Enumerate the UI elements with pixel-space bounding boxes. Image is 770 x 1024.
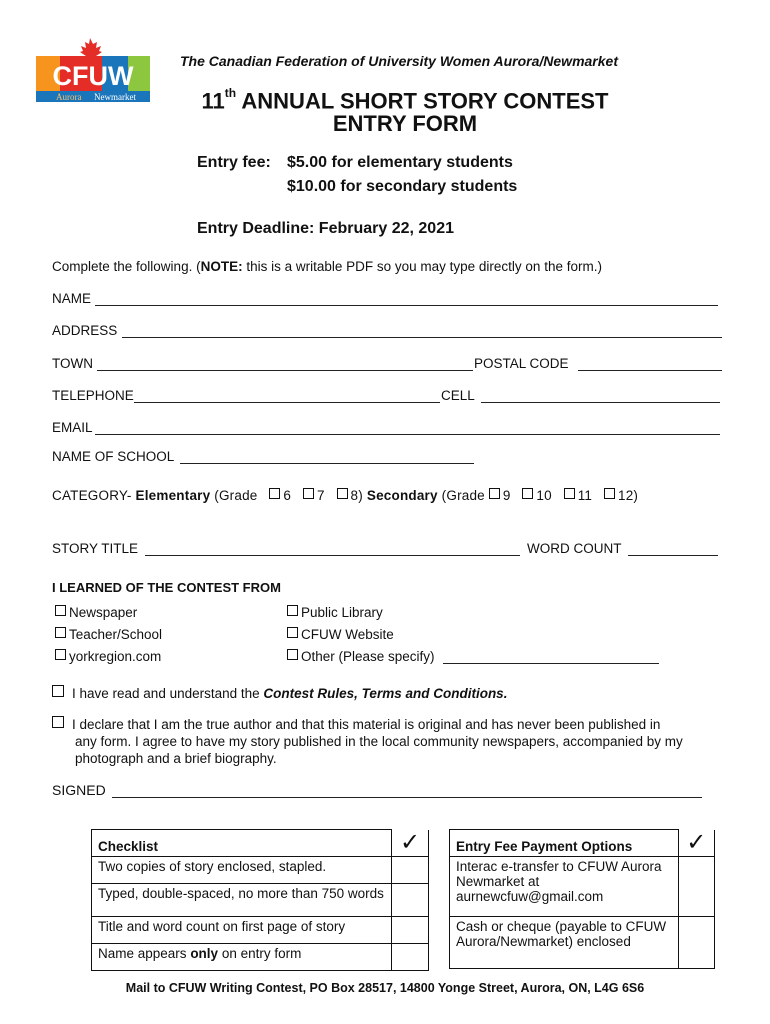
payment-option-cheque: Cash or cheque (payable to CFUW Aurora/Newmarket) enclosed <box>450 916 679 968</box>
payment-box[interactable] <box>678 916 714 968</box>
entry-deadline: Entry Deadline: February 22, 2021 <box>197 220 454 237</box>
telephone-field[interactable] <box>134 402 440 403</box>
cfuw-logo <box>36 36 150 106</box>
instructions: Complete the following. (NOTE: this is a writable PDF so you may type directly on the form.) <box>52 259 602 274</box>
rules-agreement: I have read and understand the Contest Rules, Terms and Conditions. <box>52 685 507 701</box>
source-yorkregion[interactable]: yorkregion.com <box>55 649 161 664</box>
postal-code-field[interactable] <box>578 370 722 371</box>
checklist-box[interactable] <box>392 916 429 943</box>
school-field[interactable] <box>180 463 474 464</box>
newspaper-checkbox[interactable] <box>55 605 66 616</box>
cfuw-logo-graphic <box>36 36 150 106</box>
other-specify-field[interactable] <box>443 663 659 664</box>
checklist-box[interactable] <box>392 943 429 970</box>
payment-option-interac: Interac e-transfer to CFUW Aurora Newmarket at aurnewcfuw@gmail.com <box>450 856 679 916</box>
cell-label: CELL <box>441 388 475 403</box>
signature-field[interactable] <box>112 797 702 798</box>
website-checkbox[interactable] <box>287 627 298 638</box>
grade-7-checkbox[interactable] <box>303 488 314 499</box>
checklist-table <box>91 829 429 971</box>
teacher-checkbox[interactable] <box>55 627 66 638</box>
grade-8-checkbox[interactable] <box>337 488 348 499</box>
email-label: EMAIL <box>52 420 93 435</box>
address-field[interactable] <box>122 337 722 338</box>
entry-fee-label: Entry fee: <box>197 154 271 171</box>
name-label: NAME <box>52 291 92 306</box>
checklist-item: Typed, double-spaced, no more than 750 words <box>92 883 392 916</box>
category-secondary: Secondary <box>366 488 438 503</box>
source-other[interactable]: Other (Please specify) <box>287 649 435 664</box>
checklist-box[interactable] <box>392 856 429 883</box>
source-teacher[interactable]: Teacher/School <box>55 627 162 642</box>
word-count-label: WORD COUNT <box>527 541 622 556</box>
logo-acronym: CFUW <box>52 61 134 91</box>
story-title-field[interactable] <box>145 555 520 556</box>
signed-label: SIGNED <box>52 782 106 798</box>
payment-heading: Entry Fee Payment Options <box>450 830 679 857</box>
name-field[interactable] <box>95 305 718 306</box>
logo-aurora: Aurora <box>56 92 82 102</box>
school-label: NAME OF SCHOOL <box>52 449 175 464</box>
source-newspaper[interactable]: Newspaper <box>55 605 137 620</box>
mailing-address: Mail to CFUW Writing Contest, PO Box 28517, 14800 Yonge Street, Aurora, ON, L4G 6S6 <box>125 981 645 995</box>
grade-6-checkbox[interactable] <box>269 488 280 499</box>
category-row: CATEGORY- Elementary (Grade 6 7 8) Secondary (Grade 9 10 11 12) <box>52 488 639 503</box>
declaration: I declare that I am the true author and that this material is original and has never been published in any form. I agree to have my story published in the local community newspapers, accompanied by my photograph and a brief biography. <box>52 716 732 767</box>
fee-elementary: $5.00 for elementary students <box>287 154 513 171</box>
checklist-box[interactable] <box>392 883 429 916</box>
category-label: CATEGORY- <box>52 488 132 503</box>
checklist-check-icon: ✓ <box>392 830 429 857</box>
grade-10-checkbox[interactable] <box>522 488 533 499</box>
payment-box[interactable] <box>678 856 714 916</box>
org-name: The Canadian Federation of University Women Aurora/Newmarket <box>180 53 618 69</box>
story-title-label: STORY TITLE <box>52 541 139 556</box>
checklist-item: Name appears only on entry form <box>92 943 392 970</box>
library-checkbox[interactable] <box>287 605 298 616</box>
grade-12-checkbox[interactable] <box>604 488 615 499</box>
word-count-field[interactable] <box>628 555 718 556</box>
category-elementary: Elementary <box>135 488 211 503</box>
form-title: 11th ANNUAL SHORT STORY CONTEST <box>201 86 609 114</box>
grade-9-checkbox[interactable] <box>489 488 500 499</box>
checklist-item: Two copies of story enclosed, stapled. <box>92 856 392 883</box>
payment-table <box>449 829 715 969</box>
checklist-heading: Checklist <box>92 830 392 857</box>
checklist-item: Title and word count on first page of story <box>92 916 392 943</box>
address-label: ADDRESS <box>52 323 118 338</box>
form-subtitle: ENTRY FORM <box>332 111 478 136</box>
source-library[interactable]: Public Library <box>287 605 383 620</box>
payment-check-icon: ✓ <box>678 830 714 857</box>
town-field[interactable] <box>97 370 473 371</box>
grade-11-checkbox[interactable] <box>564 488 575 499</box>
telephone-label: TELEPHONE <box>52 388 134 403</box>
cell-field[interactable] <box>481 402 720 403</box>
source-cfuw-website[interactable]: CFUW Website <box>287 627 394 642</box>
logo-newmarket: Newmarket <box>94 92 136 102</box>
email-field[interactable] <box>95 434 720 435</box>
rules-checkbox[interactable] <box>52 685 64 697</box>
learned-heading: I LEARNED OF THE CONTEST FROM <box>52 580 281 595</box>
yorkregion-checkbox[interactable] <box>55 649 66 660</box>
fee-secondary: $10.00 for secondary students <box>287 178 518 195</box>
town-label: TOWN <box>52 356 93 371</box>
other-checkbox[interactable] <box>287 649 298 660</box>
declaration-checkbox[interactable] <box>52 716 64 728</box>
postal-code-label: POSTAL CODE <box>474 356 569 371</box>
